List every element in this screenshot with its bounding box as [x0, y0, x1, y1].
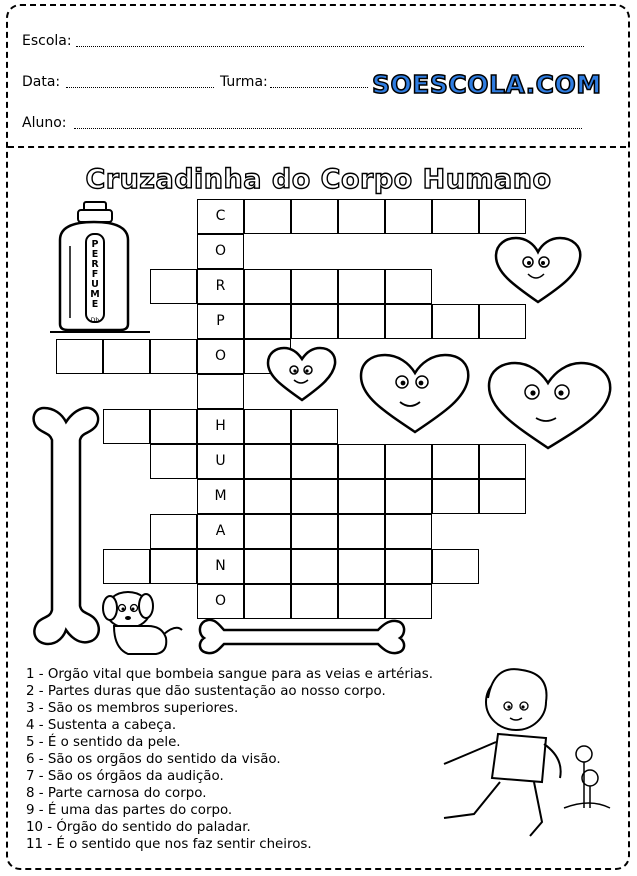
- key-letter: [197, 374, 244, 409]
- heart-character-icon: [492, 236, 584, 306]
- clue-item: 5 - É o sentido da pele.: [26, 735, 181, 750]
- key-letter: N: [215, 558, 226, 574]
- data-field[interactable]: [66, 87, 214, 88]
- crossword-cell[interactable]: [432, 304, 479, 339]
- turma-field[interactable]: [270, 87, 368, 88]
- header-divider: [8, 146, 626, 148]
- aluno-field[interactable]: [74, 128, 582, 129]
- aluno-label: Aluno:: [22, 115, 67, 131]
- key-letter: H: [215, 418, 226, 434]
- crossword-cell[interactable]: [244, 584, 291, 619]
- crossword-cell[interactable]: [244, 514, 291, 549]
- clue-item: 8 - Parte carnosa do corpo.: [26, 786, 207, 801]
- crossword-cell[interactable]: [56, 339, 103, 374]
- bone-icon: [30, 404, 104, 648]
- crossword-cell[interactable]: [432, 199, 479, 234]
- crossword-cell[interactable]: [338, 479, 385, 514]
- crossword-cell[interactable]: [338, 549, 385, 584]
- crossword-cell[interactable]: [291, 479, 338, 514]
- clue-item: 9 - É uma das partes do corpo.: [26, 803, 233, 818]
- crossword-cell[interactable]: [385, 514, 432, 549]
- crossword-cell[interactable]: [291, 514, 338, 549]
- brand-logo: SOESCOLA.COM: [372, 70, 602, 99]
- heart-character-icon: [486, 360, 616, 452]
- crossword-cell[interactable]: [244, 409, 291, 444]
- crossword-cell[interactable]: [338, 304, 385, 339]
- clue-item: 7 - São os órgãos da audição.: [26, 769, 224, 784]
- crossword-cell[interactable]: [338, 199, 385, 234]
- crossword-cell[interactable]: [291, 444, 338, 479]
- crossword-cell[interactable]: [338, 444, 385, 479]
- crossword-cell[interactable]: [103, 549, 150, 584]
- clue-item: 1 - Orgão vital que bombeia sangue para as veias e artérias.: [26, 667, 433, 682]
- crossword-cell[interactable]: [150, 444, 197, 479]
- clue-item: 6 - São os orgãos do sentido da visão.: [26, 752, 281, 767]
- heart-character-icon: [358, 352, 472, 436]
- key-letter: O: [214, 348, 227, 364]
- running-girl-icon: [404, 658, 616, 844]
- crossword-cell[interactable]: [291, 199, 338, 234]
- perfume-label: PERFUME: [90, 239, 100, 310]
- crossword-cell[interactable]: [432, 479, 479, 514]
- key-letter: M: [214, 488, 227, 504]
- crossword-cell[interactable]: [385, 584, 432, 619]
- crossword-cell[interactable]: [150, 339, 197, 374]
- key-letter: R: [215, 278, 226, 294]
- crossword-cell[interactable]: [432, 444, 479, 479]
- clue-list: [26, 666, 433, 853]
- crossword-cell[interactable]: [479, 304, 526, 339]
- crossword-cell[interactable]: [385, 199, 432, 234]
- crossword-cell[interactable]: [291, 269, 338, 304]
- escola-field[interactable]: [76, 46, 584, 47]
- crossword-cell[interactable]: [150, 514, 197, 549]
- crossword-cell[interactable]: [150, 549, 197, 584]
- data-label: Data:: [22, 74, 61, 90]
- clue-item: 10 - Órgão do sentido do paladar.: [26, 820, 251, 835]
- crossword-cell[interactable]: [338, 514, 385, 549]
- key-letter: O: [214, 243, 227, 259]
- crossword-cell[interactable]: [291, 549, 338, 584]
- heart-character-icon: [266, 346, 338, 402]
- clue-item: 4 - Sustenta a cabeça.: [26, 718, 177, 733]
- crossword-cell[interactable]: [338, 269, 385, 304]
- crossword-cell[interactable]: [385, 269, 432, 304]
- crossword-cell[interactable]: [385, 549, 432, 584]
- crossword-cell[interactable]: [291, 584, 338, 619]
- key-letter: C: [215, 208, 226, 224]
- crossword-cell[interactable]: [291, 304, 338, 339]
- crossword-cell[interactable]: [103, 409, 150, 444]
- bone-icon: [196, 616, 408, 656]
- key-letter: O: [214, 593, 227, 609]
- crossword-cell[interactable]: [103, 339, 150, 374]
- crossword-cell[interactable]: [385, 479, 432, 514]
- crossword-cell[interactable]: [432, 549, 479, 584]
- turma-label: Turma:: [220, 74, 268, 90]
- crossword-cell[interactable]: [291, 409, 338, 444]
- crossword-cell[interactable]: [244, 304, 291, 339]
- clue-item: 2 - Partes duras que dão sustentação ao nosso corpo.: [26, 684, 386, 699]
- crossword-cell[interactable]: [244, 199, 291, 234]
- key-letter: A: [215, 523, 226, 539]
- crossword-cell[interactable]: [150, 269, 197, 304]
- crossword-cell[interactable]: [244, 444, 291, 479]
- page-title: Cruzadinha do Corpo Humano: [85, 164, 552, 195]
- clue-item: 3 - São os membros superiores.: [26, 701, 239, 716]
- svg-text:Db: Db: [90, 317, 100, 324]
- crossword-cell[interactable]: [385, 304, 432, 339]
- crossword-cell[interactable]: [244, 479, 291, 514]
- key-letter: U: [215, 453, 226, 469]
- crossword-cell[interactable]: [244, 269, 291, 304]
- key-letter: P: [216, 313, 225, 329]
- crossword-cell[interactable]: [338, 584, 385, 619]
- crossword-cell[interactable]: [479, 479, 526, 514]
- crossword-cell[interactable]: [150, 409, 197, 444]
- clue-item: 11 - É o sentido que nos faz sentir cheiros.: [26, 837, 312, 852]
- crossword-cell[interactable]: [244, 549, 291, 584]
- escola-label: Escola:: [22, 33, 72, 49]
- puppy-icon: [96, 584, 188, 660]
- crossword-cell[interactable]: [479, 199, 526, 234]
- crossword-cell[interactable]: [385, 444, 432, 479]
